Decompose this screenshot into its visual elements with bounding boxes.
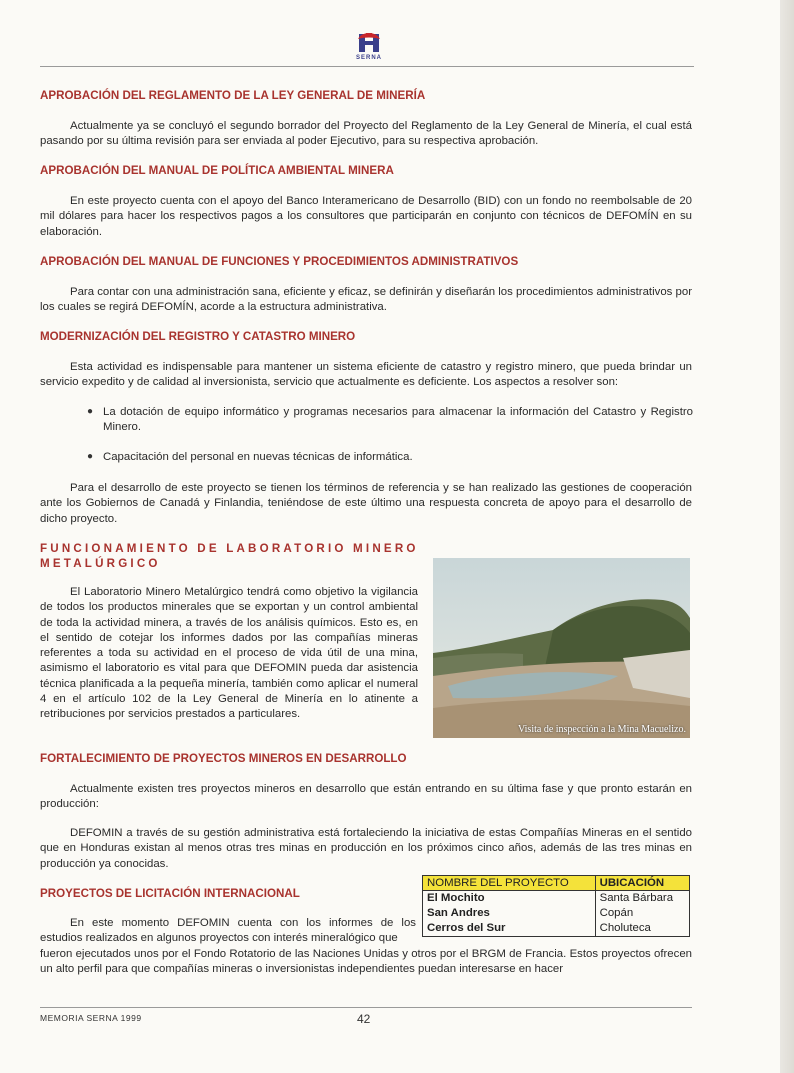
header-rule: [40, 66, 694, 67]
table-row: [423, 921, 690, 937]
photo-caption: Visita de inspección a la Mina Macuelizo.: [518, 724, 686, 735]
paragraph-licitacion-a: En este momento DEFOMIN cuenta con los informes de los estudios realizados en algunos proyectos con interés mineralógico que: [40, 917, 416, 945]
page-edge: [780, 0, 794, 1073]
paragraph-licitacion-b: fueron ejecutados unos por el Fondo Rotatorio de las Naciones Unidas y otros por el BRGM de Francia. Estos proyectos ofrecen un alto perfil para que compañías mineras o inversionistas independientes puedan interesarse en hacer: [40, 948, 692, 976]
footer-rule: [40, 1007, 692, 1008]
list-item: La dotación de equipo informático y programas necesarios para almacenar la información del Catastro y Registro Minero.: [103, 406, 693, 434]
paragraph-modernizacion: Esta actividad es indispensable para mantener un sistema eficiente de catastro y registro minero, que pueda brindar un servicio expedito y de calidad al inversionista, servicio que actualmente es deficiente. Los aspectos a resolver son:: [40, 361, 692, 389]
project-name: El Mochito: [423, 891, 596, 907]
bullet-dot: ●: [87, 406, 94, 417]
column-header-project: NOMBRE DEL PROYECTO: [423, 876, 596, 891]
table-header-row: [423, 876, 690, 891]
project-location: Santa Bárbara: [595, 891, 689, 907]
heading-fortalecimiento: FORTALECIMIENTO DE PROYECTOS MINEROS EN DESARROLLO: [40, 752, 407, 765]
project-name: Cerros del Sur: [423, 921, 596, 937]
paragraph-modernizacion-2: Para el desarrollo de este proyecto se tienen los términos de referencia y se han realizado las gestiones de cooperación ante los Gobiernos de Canadá y Finlandia, teniéndose de este último una respuesta concreta de apoyo para el desarrollo de dicho proyecto.: [40, 482, 692, 525]
paragraph-manual-funciones: Para contar con una administración sana, eficiente y eficaz, se definirán y diseñarán los procedimientos administrativos por los cuales se regirá DEFOMÍN, acorde a la estructura administrativa.: [40, 286, 692, 314]
heading-modernizacion: MODERNIZACIÓN DEL REGISTRO Y CATASTRO MINERO: [40, 330, 356, 343]
paragraph-fortalecimiento-2: DEFOMIN a través de su gestión administrativa está fortaleciendo la iniciativa de estas Compañías Mineras en el sentido que en Honduras existan al menos otras tres minas en producción en los próximos cinco años, además de las tres minas en producción ya conocidas.: [40, 827, 692, 870]
table-row: [423, 891, 690, 907]
paragraph-reglamento: Actualmente ya se concluyó el segundo borrador del Proyecto del Reglamento de la Ley General de Minería, el cual está pasando por su última revisión para ser enviada al poder Ejecutivo, para su respectiva aprobación.: [40, 120, 692, 148]
serna-logo: [352, 30, 386, 61]
project-location: Copán: [595, 906, 689, 921]
paragraph-fortalecimiento: Actualmente existen tres proyectos mineros en desarrollo que están entrando en su última fase y que pronto estarán en producción:: [40, 783, 692, 811]
project-location: Choluteca: [595, 921, 689, 937]
projects-table: [422, 875, 690, 937]
heading-laboratorio: FUNCIONAMIENTO DE LABORATORIO MINERO METALÚRGICO: [40, 542, 419, 570]
logo-text: SERNA: [355, 55, 382, 61]
page-number: 42: [357, 1012, 371, 1026]
list-item: Capacitación del personal en nuevas técnicas de informática.: [103, 451, 413, 463]
mine-photo: [433, 558, 690, 738]
paragraph-laboratorio: El Laboratorio Minero Metalúrgico tendrá como objetivo la vigilancia de todos los productos minerales que se exportan y un control ambiental de toda la actividad minera, a través de los análisis químicos. Esto es, en el sentido de cotejar los informes dados por las compañías mineras referentes a toda su actividad en el proceso de vida útil de una mina, asimismo el laboratorio es vital para que DEFOMIN pueda dar asistencia técnica planificada a la pequeña minería, también como aplicar el numeral 4 en el artículo 102 de la Ley General de Minería en lo atinente a retribuciones por servicios prestados a particulares.: [40, 586, 418, 721]
paragraph-manual-ambiental: En este proyecto cuenta con el apoyo del Banco Interamericano de Desarrollo (BID) con un fondo no reembolsable de 20 mil dólares para hacer los respectivos pagos a los consultores que participarán en conjunto con técnicos de DEFOMÍN en su elaboración.: [40, 195, 692, 238]
heading-reglamento: APROBACIÓN DEL REGLAMENTO DE LA LEY GENERAL DE MINERÍA: [40, 89, 426, 102]
column-header-location: UBICACIÓN: [595, 876, 689, 891]
table-row: [423, 906, 690, 921]
mine-landscape-image: [433, 558, 690, 738]
footer-publication: MEMORIA SERNA 1999: [40, 1013, 142, 1023]
heading-manual-ambiental: APROBACIÓN DEL MANUAL DE POLÍTICA AMBIENTAL MINERA: [40, 164, 394, 177]
heading-licitacion: PROYECTOS DE LICITACIÓN INTERNACIONAL: [40, 887, 300, 900]
serna-logo-icon: [356, 30, 382, 54]
project-name: San Andres: [423, 906, 596, 921]
bullet-dot: ●: [87, 451, 94, 462]
heading-manual-funciones: APROBACIÓN DEL MANUAL DE FUNCIONES Y PROCEDIMIENTOS ADMINISTRATIVOS: [40, 255, 519, 268]
